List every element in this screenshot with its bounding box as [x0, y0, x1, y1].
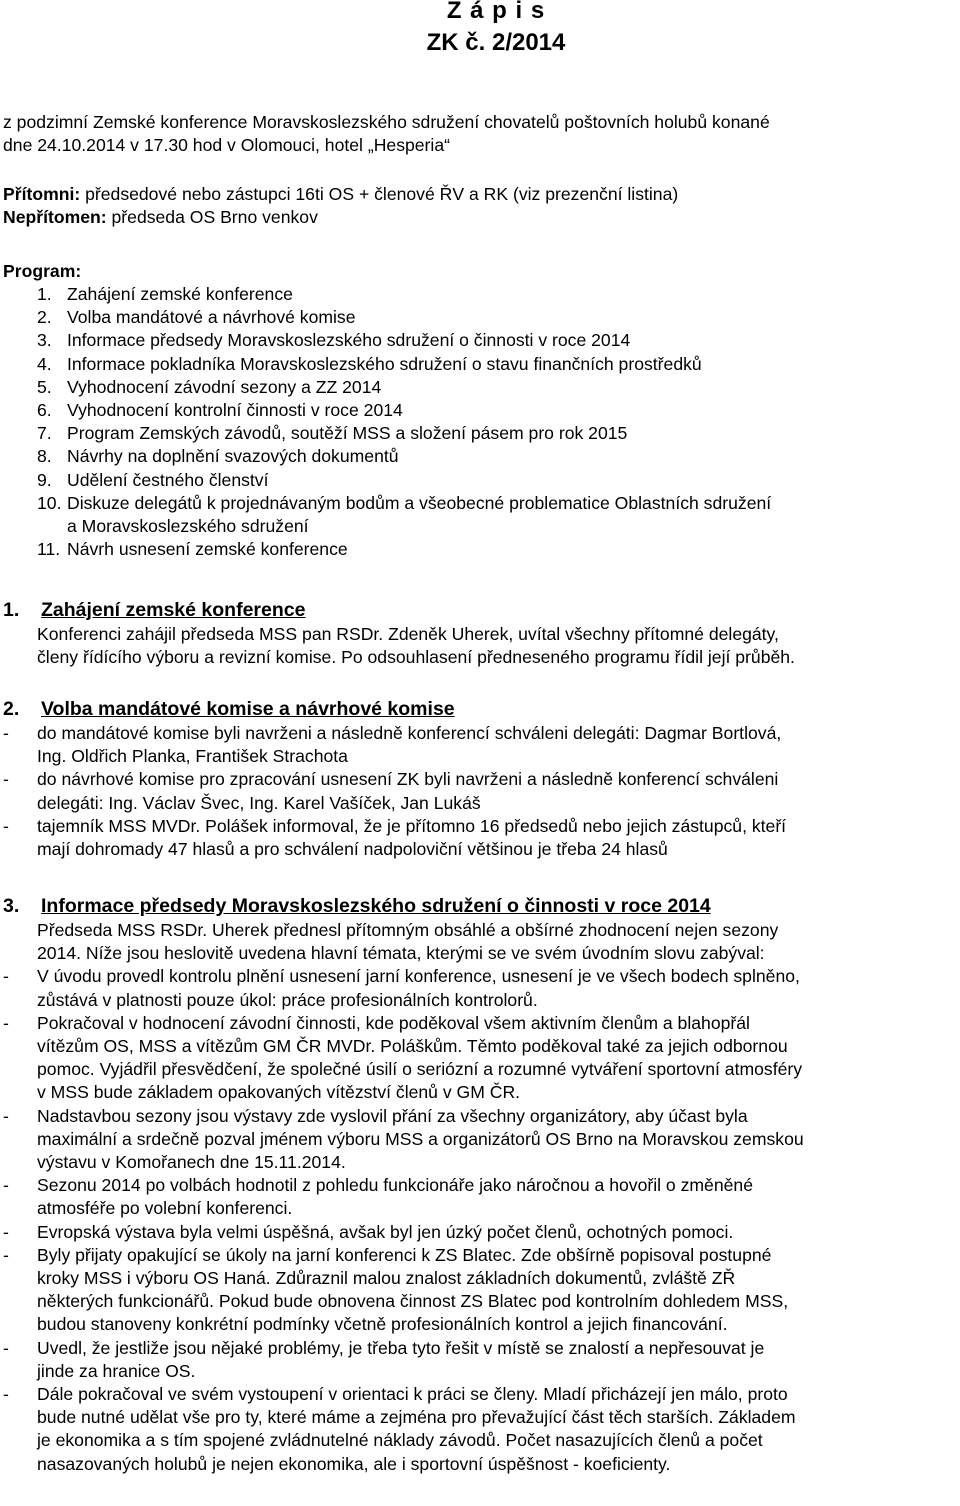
paragraph-line: členy řídícího výboru a revizní komise. Po odsouhlasení předneseného programu řídil její průběh.: [37, 647, 795, 668]
intro-paragraph: [3, 111, 960, 157]
program-item-number: 6.: [37, 400, 52, 421]
bullet-item: [3, 815, 958, 861]
bullet-line: pomoc. Vyjádřil přesvědčení, že společné úsilí o seriózní a rozumné vytváření sportovní atmosféry: [37, 1059, 803, 1080]
program-item: [37, 329, 957, 352]
bullet-line: kroky MSS i výboru OS Haná. Zdůraznil malou znalost základních dokumentů, zvláště ZŘ: [37, 1268, 736, 1289]
program-list: [37, 283, 957, 561]
bullet-dash: -: [3, 769, 9, 790]
program-item-number: 4.: [37, 353, 52, 374]
bullet-line: Sezonu 2014 po volbách hodnotil z pohledu funkcionáře jako náročnou a hovořil o změněné: [37, 1175, 753, 1196]
program-item-text: Diskuze delegátů k projednávaným bodům a všeobecné problematice Oblastních sdružení: [67, 492, 772, 513]
bullet-line: Nadstavbou sezony jsou výstavy zde vyslovil přání za všechny organizátory, aby účast byla: [37, 1105, 748, 1126]
program-item-text-continued: a Moravskoslezského sdružení: [67, 516, 309, 537]
bullet-line: nasazovaných holubů je nejen ekonomika, ale i sportovní úspěšnost - koeficienty.: [37, 1453, 671, 1474]
section-commissions: [3, 697, 958, 861]
program-item-text: Návrhy na doplnění svazových dokumentů: [67, 446, 399, 467]
program-item-number: 2.: [37, 307, 52, 328]
program-item: [37, 399, 957, 422]
program-item: [37, 353, 957, 376]
paragraph-line: Konferenci zahájil předseda MSS pan RSDr. Zdeněk Uherek, uvítal všechny přítomné delegáty,: [37, 624, 779, 644]
bullet-dash: -: [3, 966, 9, 987]
bullet-line: Dále pokračoval ve svém vystoupení v orientaci k práci se členy. Mladí přicházejí jen málo, proto: [37, 1384, 788, 1405]
bullet-line: některých funkcionářů. Pokud bude obnovena činnost ZS Blatec pod kontrolním dohledem MSS,: [37, 1291, 789, 1312]
program-item-text: Program Zemských závodů, soutěží MSS a složení pásem pro rok 2015: [67, 423, 628, 444]
bullet-line: Ing. Oldřich Planka, František Strachota: [37, 746, 348, 767]
section-number: 1.: [3, 599, 20, 621]
section-paragraph: [3, 623, 958, 669]
bullet-line: jinde za hranice OS.: [37, 1360, 196, 1381]
bullet-dash: -: [3, 1175, 9, 1196]
bullet-dash: -: [3, 1337, 9, 1358]
bullet-line: bude nutné udělat vše pro ty, které máme a zejména pro převažující část těch starších. Základem: [37, 1407, 796, 1428]
attendance-block: [3, 183, 678, 229]
bullet-line: V úvodu provedl kontrolu plnění usnesení jarní konference, usnesení je ve všech bodech splněno,: [37, 966, 800, 987]
program-item-number: 9.: [37, 469, 52, 490]
section-number: 3.: [3, 895, 20, 917]
bullet-dash: -: [3, 723, 9, 743]
program-item: [37, 492, 957, 538]
paragraph-line: Předseda MSS RSDr. Uherek přednesl přítomným obsáhlé a obšírné zhodnocení nejen sezony: [37, 920, 779, 940]
document-title: Z á p i s: [446, 0, 546, 24]
section-opening: [3, 598, 958, 669]
bullet-dash: -: [3, 1244, 9, 1265]
program-item-text: Vyhodnocení kontrolní činnosti v roce 2014: [67, 400, 403, 421]
section-paragraph: [3, 919, 958, 965]
program-item-text: Vyhodnocení závodní sezony a ZZ 2014: [67, 376, 382, 397]
bullet-line: je ekonomika a s tím spojené zvládnutelné náklady závodů. Počet nasazujících členů a počet: [37, 1430, 763, 1451]
program-item: [37, 376, 957, 399]
program-item-text: Zahájení zemské konference: [67, 284, 293, 304]
document-number: ZK č. 2/2014: [426, 29, 566, 56]
section-heading: [3, 598, 958, 623]
bullet-dash: -: [3, 1384, 9, 1405]
program-item-number: 3.: [37, 330, 52, 351]
section-chairman-report: [3, 894, 958, 1476]
bullet-line: výstavu v Komořanech dne 15.11.2014.: [37, 1152, 346, 1173]
present-line: [3, 183, 678, 206]
bullet-line: maximální a srdečně pozval jménem výboru MSS a organizátorů OS Brno na Moravskou zemskou: [37, 1128, 804, 1149]
bullet-item: [3, 1105, 958, 1175]
program-item-text: Udělení čestného členství: [67, 469, 269, 490]
bullet-item: [3, 1012, 958, 1105]
bullet-line: v MSS bude základem opakovaných vítězství členů v GM ČR.: [37, 1082, 521, 1103]
program-item-number: 10.: [37, 492, 62, 513]
program-label: Program:: [3, 261, 82, 281]
bullet-line: zůstává v platnosti pouze úkol: práce profesionálních kontrolorů.: [37, 989, 538, 1010]
bullet-line: atmosféře po volební konferenci.: [37, 1198, 293, 1219]
section-heading: [3, 894, 958, 919]
bullet-line: vítězům OS, MSS a vítězům GM ČR MVDr. Poláškům. Těmto poděkoval také za jejich odbornou: [37, 1036, 788, 1057]
bullet-line: Pokračoval v hodnocení závodní činnosti, kde poděkoval všem aktivním členům a blahopřál: [37, 1012, 750, 1033]
bullet-dash: -: [3, 1105, 9, 1126]
bullet-item: [3, 965, 958, 1011]
absent-label: Nepřítomen:: [3, 207, 107, 228]
program-item-number: 11.: [37, 539, 61, 560]
section-heading: [3, 697, 958, 722]
bullet-dash: -: [3, 815, 9, 836]
program-item-number: 8.: [37, 446, 52, 467]
program-item-number: 5.: [37, 376, 52, 397]
absent-line: [3, 206, 678, 229]
program-item-text: Volba mandátové a návrhové komise: [67, 307, 356, 328]
present-label: Přítomni:: [3, 184, 81, 204]
section-title: Informace předsedy Moravskoslezského sdružení o činnosti v roce 2014: [41, 895, 711, 917]
program-item-text: Informace pokladníka Moravskoslezského sdružení o stavu finančních prostředků: [67, 353, 702, 374]
program-item: [37, 469, 957, 492]
program-item: [37, 538, 957, 561]
bullet-line: budou stanoveny konkrétní podmínky včetně profesionálních kontrol a jejich financování.: [37, 1314, 728, 1335]
bullet-line: Evropská výstava byla velmi úspěšná, avšak byl jen úzký počet členů, ochotných pomoci.: [37, 1221, 734, 1242]
program-item: [37, 445, 957, 468]
intro-line: dne 24.10.2014 v 17.30 hod v Olomouci, hotel „Hesperia“: [3, 135, 450, 156]
bullet-item: [3, 1337, 958, 1383]
bullet-item: [3, 722, 958, 768]
bullet-list: [3, 722, 958, 861]
bullet-dash: -: [3, 1221, 9, 1242]
program-item-text: Informace předsedy Moravskoslezského sdružení o činnosti v roce 2014: [67, 330, 631, 351]
bullet-item: [3, 768, 958, 814]
bullet-line: mají dohromady 47 hlasů a pro schválení nadpoloviční většinou je třeba 24 hlasů: [37, 839, 668, 860]
bullet-item: [3, 1221, 958, 1244]
bullet-item: [3, 1383, 958, 1476]
bullet-line: Byly přijaty opakující se úkoly na jarní konferenci k ZS Blatec. Zde obšírně popisoval postupné: [37, 1244, 772, 1265]
program-item: [37, 306, 957, 329]
program-item-text: Návrh usnesení zemské konference: [67, 539, 348, 560]
program-item: [37, 283, 957, 306]
bullet-line: Uvedl, že jestliže jsou nějaké problémy, je třeba tyto řešit v místě se znalostí a nepřesouvat je: [37, 1337, 765, 1358]
bullet-line: do mandátové komise byli navrženi a následně konferencí schváleni delegáti: Dagmar Bortlová,: [37, 723, 782, 743]
section-title: Volba mandátové komise a návrhové komise: [41, 698, 455, 720]
intro-line: z podzimní Zemské konference Moravskoslezského sdružení chovatelů poštovních holubů konané: [3, 112, 770, 132]
bullet-list: [3, 965, 958, 1475]
bullet-item: [3, 1174, 958, 1220]
present-text: předsedové nebo zástupci 16ti OS + členové ŘV a RK (viz prezenční listina): [80, 184, 679, 204]
bullet-dash: -: [3, 1012, 9, 1033]
program-item-number: 1.: [37, 284, 52, 304]
section-title: Zahájení zemské konference: [41, 599, 306, 621]
program-item-number: 7.: [37, 423, 52, 444]
section-number: 2.: [3, 698, 20, 720]
bullet-line: tajemník MSS MVDr. Polášek informoval, že je přítomno 16 předsedů nebo jejich zástupců, kteří: [37, 815, 787, 836]
paragraph-line: 2014. Níže jsou heslovitě uvedena hlavní témata, kterými se ve svém úvodním slovu zabýval:: [37, 943, 765, 964]
absent-text: předseda OS Brno venkov: [106, 207, 318, 228]
bullet-line: do návrhové komise pro zpracování usnesení ZK byli navrženi a následně konferencí schváleni: [37, 769, 779, 790]
bullet-item: [3, 1244, 958, 1337]
bullet-line: delegáti: Ing. Václav Švec, Ing. Karel Vašíček, Jan Lukáš: [37, 792, 481, 813]
program-item: [37, 422, 957, 445]
